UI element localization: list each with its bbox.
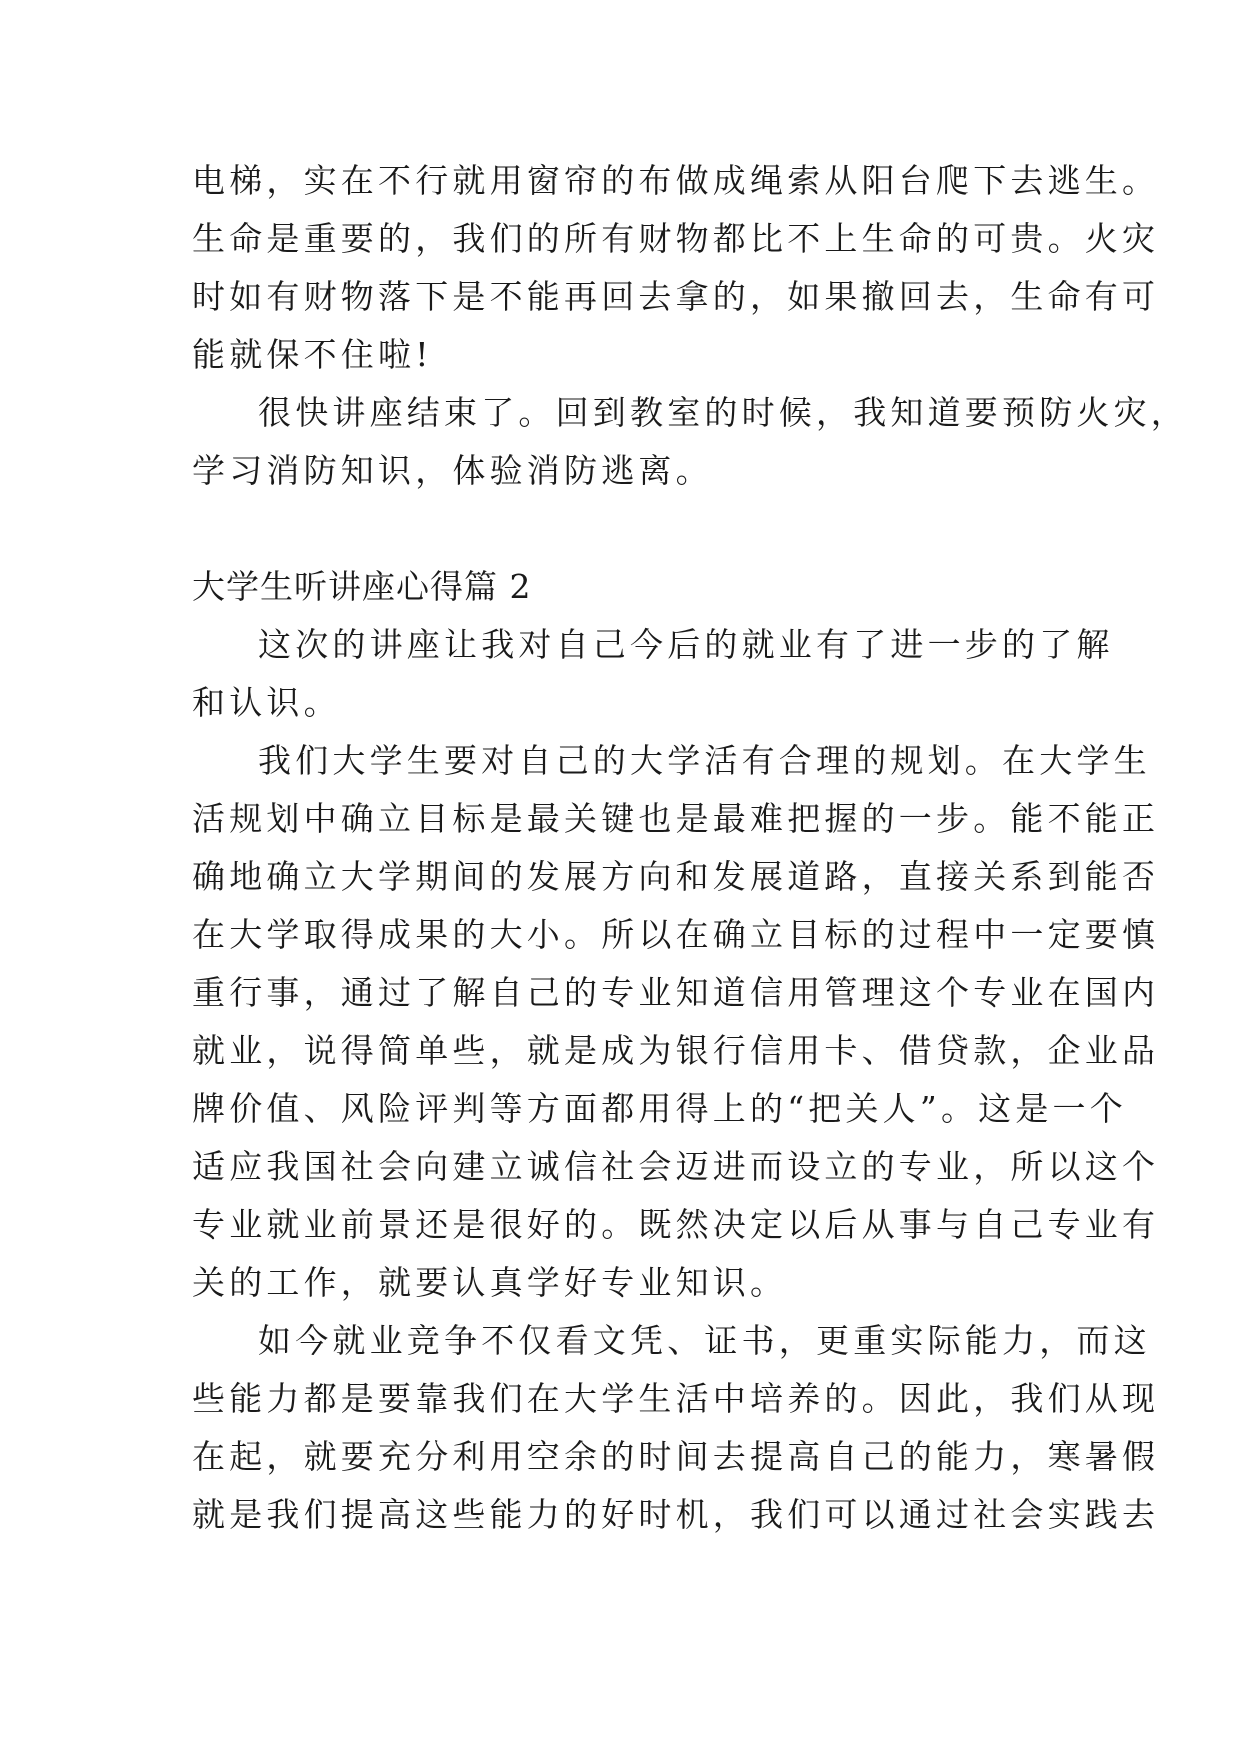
text-line: 活规划中确立目标是最关键也是最难把握的一步。能不能正	[192, 799, 1160, 838]
text-line: 能就保不住啦!	[192, 335, 433, 374]
paragraph-planning	[192, 732, 1160, 1312]
document-page	[192, 152, 1188, 1544]
text-line: 学习消防知识，体验消防逃离。	[192, 451, 713, 490]
text-line: 电梯，实在不行就用窗帘的布做成绳索从阳台爬下去逃生。	[192, 161, 1160, 200]
section-spacer	[192, 500, 1072, 558]
text-line: 确地确立大学期间的发展方向和发展道路，直接关系到能否	[192, 857, 1160, 896]
text-line: 在大学取得成果的大小。所以在确立目标的过程中一定要慎	[192, 915, 1160, 954]
text-line: 和认识。	[192, 683, 341, 722]
text-line: 我们大学生要对自己的大学活有合理的规划。在大学生	[258, 741, 1151, 780]
text-line: 重行事，通过了解自己的专业知道信用管理这个专业在国内	[192, 973, 1160, 1012]
text-line: 在起，就要充分利用空余的时间去提高自己的能力，寒暑假	[192, 1437, 1160, 1476]
text-line: 牌价值、风险评判等方面都用得上的“把关人”。这是一个	[192, 1089, 1127, 1128]
paragraph-conclusion	[192, 384, 1188, 500]
text-line: 时如有财物落下是不能再回去拿的，如果撤回去，生命有可	[192, 277, 1160, 316]
text-line: 适应我国社会向建立诚信社会迈进而设立的专业，所以这个	[192, 1147, 1160, 1186]
paragraph-abilities	[192, 1312, 1160, 1544]
paragraph-fire-escape	[192, 152, 1160, 384]
text-line: 专业就业前景还是很好的。既然决定以后从事与自己专业有	[192, 1205, 1160, 1244]
text-line: 生命是重要的，我们的所有财物都比不上生命的可贵。火灾	[192, 219, 1160, 258]
text-line: 很快讲座结束了。回到教室的时候，我知道要预防火灾，	[258, 393, 1188, 432]
text-line: 这次的讲座让我对自己今后的就业有了进一步的了解	[258, 625, 1114, 664]
text-line: 就是我们提高这些能力的好时机，我们可以通过社会实践去	[192, 1495, 1160, 1534]
text-line: 如今就业竞争不仅看文凭、证书，更重实际能力，而这	[258, 1321, 1151, 1360]
section-heading: 大学生听讲座心得篇 2	[192, 567, 532, 606]
paragraph-intro	[192, 616, 1114, 732]
text-line: 关的工作，就要认真学好专业知识。	[192, 1263, 788, 1302]
text-line: 些能力都是要靠我们在大学生活中培养的。因此，我们从现	[192, 1379, 1160, 1418]
text-line: 就业，说得简单些，就是成为银行信用卡、借贷款，企业品	[192, 1031, 1160, 1070]
